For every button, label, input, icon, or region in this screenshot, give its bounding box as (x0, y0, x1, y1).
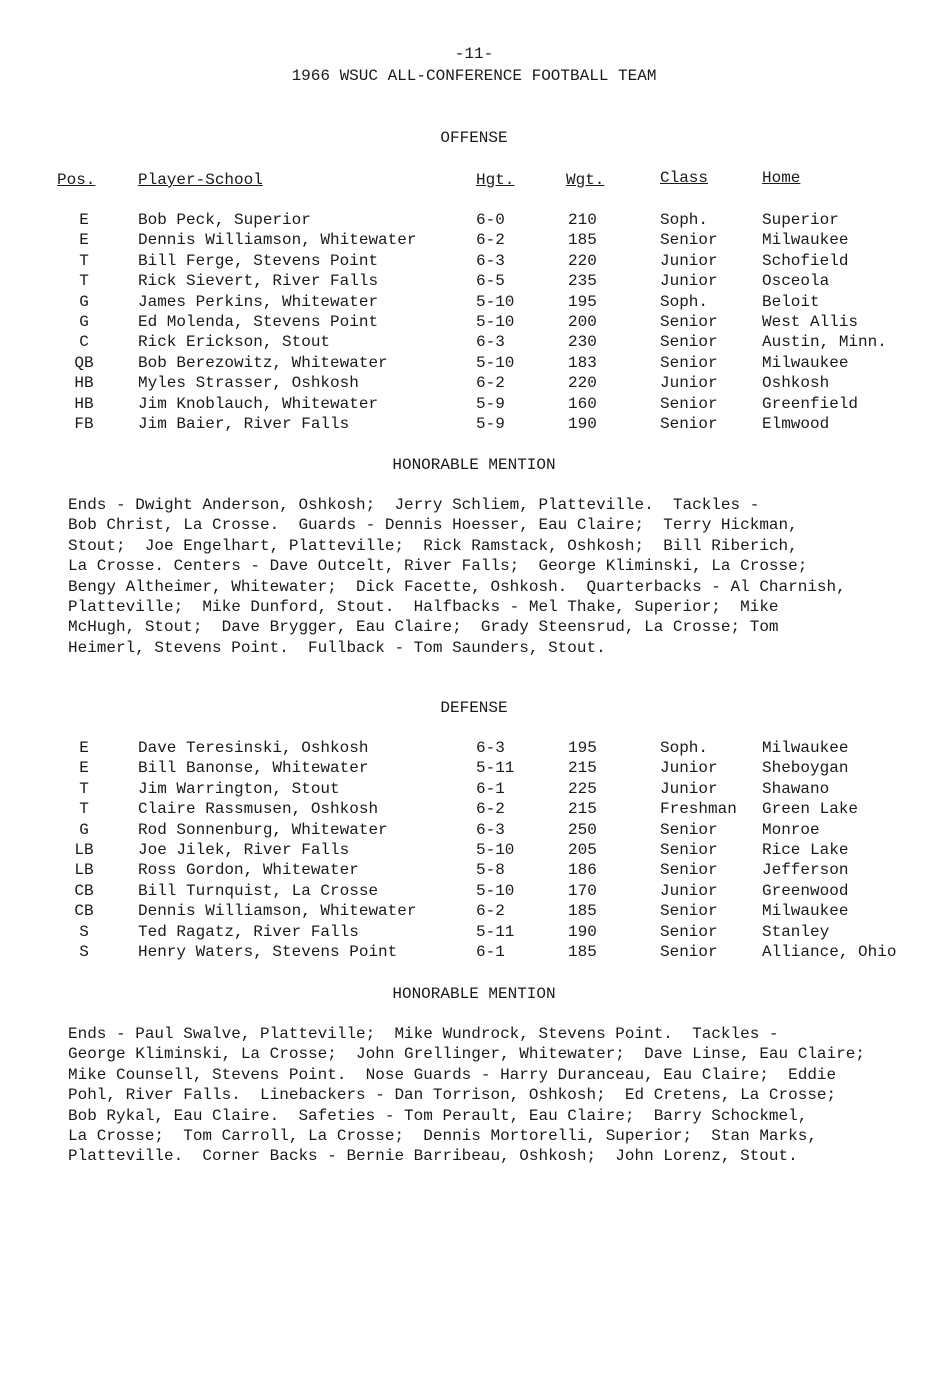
position-cell: T (79, 251, 89, 270)
position-cell: LB (74, 861, 94, 880)
weight-cell: 200 (568, 312, 597, 331)
weight-cell: 230 (568, 333, 597, 352)
class-cell: Soph. (660, 211, 709, 229)
height-cell: 5-10 (476, 881, 515, 900)
player-school-cell: Rick Erickson, Stout (138, 333, 331, 352)
weight-cell: 190 (568, 922, 597, 941)
player-school-cell: Joe Jilek, River Falls (138, 840, 350, 859)
class-cell: Senior (660, 353, 718, 372)
roster-row (0, 292, 948, 312)
player-school-cell: Rod Sonnenburg, Whitewater (138, 820, 388, 839)
col-header-pos: Pos. (57, 171, 96, 189)
weight-cell: 225 (568, 779, 597, 798)
roster-row (0, 758, 948, 778)
offense-honorable-heading: HONORABLE MENTION (392, 456, 556, 474)
position-cell: T (79, 800, 89, 819)
roster-row (0, 738, 948, 758)
height-cell: 6-1 (476, 942, 505, 961)
position-cell: S (79, 942, 89, 961)
class-cell: Senior (660, 840, 718, 859)
col-header-home: Home (762, 169, 801, 187)
roster-row (0, 373, 948, 393)
player-school-cell: Jim Knoblauch, Whitewater (138, 394, 379, 413)
roster-row (0, 394, 948, 414)
height-cell: 6-1 (476, 779, 505, 798)
weight-cell: 186 (568, 861, 597, 880)
roster-row (0, 799, 948, 819)
position-cell: E (79, 759, 89, 778)
height-cell: 6-3 (476, 251, 505, 270)
weight-cell: 205 (568, 840, 597, 859)
col-header-class: Class (660, 169, 709, 187)
position-cell: LB (74, 840, 94, 859)
hometown-cell: Jefferson (762, 861, 849, 880)
height-cell: 6-0 (476, 211, 505, 229)
weight-cell: 160 (568, 394, 597, 413)
height-cell: 5-10 (476, 353, 515, 372)
player-school-cell: Claire Rassmusen, Oshkosh (138, 800, 379, 819)
hometown-cell: Greenwood (762, 881, 849, 900)
position-cell: E (79, 739, 89, 757)
class-cell: Junior (660, 251, 718, 270)
hometown-cell: Elmwood (762, 414, 830, 433)
hometown-cell: Rice Lake (762, 840, 849, 859)
height-cell: 5-10 (476, 312, 515, 331)
honorable-mention-line: Stout; Joe Engelhart, Platteville; Rick Ramstack, Oshkosh; Bill Riberich, (68, 536, 798, 555)
roster-row (0, 860, 948, 880)
roster-row (0, 840, 948, 860)
page-number: -11- (454, 45, 494, 63)
player-school-cell: Bill Turnquist, La Crosse (138, 881, 379, 900)
roster-row (0, 230, 948, 250)
weight-cell: 220 (568, 374, 597, 393)
hometown-cell: Alliance, Ohio (762, 942, 897, 961)
roster-row (0, 251, 948, 271)
roster-row (0, 820, 948, 840)
player-school-cell: Bob Peck, Superior (138, 211, 311, 229)
honorable-mention-line: McHugh, Stout; Dave Brygger, Eau Claire; Grady Steensrud, La Crosse; Tom (68, 618, 779, 637)
player-school-cell: Ted Ragatz, River Falls (138, 922, 359, 941)
position-cell: CB (74, 902, 94, 921)
position-cell: T (79, 272, 89, 291)
position-cell: FB (74, 414, 94, 433)
position-cell: CB (74, 881, 94, 900)
defense-honorable-heading: HONORABLE MENTION (392, 985, 556, 1003)
position-cell: G (79, 292, 89, 311)
weight-cell: 215 (568, 759, 597, 778)
document-title: 1966 WSUC ALL-CONFERENCE FOOTBALL TEAM (291, 67, 657, 85)
offense-heading: OFFENSE (440, 129, 508, 147)
height-cell: 6-2 (476, 800, 505, 819)
class-cell: Senior (660, 231, 718, 250)
weight-cell: 185 (568, 942, 597, 961)
hometown-cell: Beloit (762, 292, 820, 311)
honorable-mention-line: La Crosse; Tom Carroll, La Crosse; Dennis Mortorelli, Superior; Stan Marks, (68, 1126, 817, 1145)
player-school-cell: Myles Strasser, Oshkosh (138, 374, 359, 393)
hometown-cell: Milwaukee (762, 739, 849, 757)
honorable-mention-line: Ends - Dwight Anderson, Oshkosh; Jerry Schliem, Platteville. Tackles - (68, 496, 760, 514)
height-cell: 6-5 (476, 272, 505, 291)
roster-row (0, 922, 948, 942)
class-cell: Senior (660, 333, 718, 352)
hometown-cell: Shawano (762, 779, 830, 798)
weight-cell: 215 (568, 800, 597, 819)
position-cell: C (79, 333, 89, 352)
class-cell: Senior (660, 922, 718, 941)
class-cell: Junior (660, 374, 718, 393)
hometown-cell: Schofield (762, 251, 849, 270)
height-cell: 6-2 (476, 374, 505, 393)
honorable-mention-line: Platteville; Mike Dunford, Stout. Halfbacks - Mel Thake, Superior; Mike (68, 597, 779, 616)
col-header-wgt: Wgt. (566, 171, 605, 189)
weight-cell: 183 (568, 353, 597, 372)
roster-row (0, 942, 948, 962)
roster-row (0, 271, 948, 291)
player-school-cell: Henry Waters, Stevens Point (138, 942, 398, 961)
height-cell: 5-10 (476, 292, 515, 311)
class-cell: Freshman (660, 800, 737, 819)
class-cell: Soph. (660, 292, 709, 311)
col-header-hgt: Hgt. (476, 171, 515, 189)
honorable-mention-line: Heimerl, Stevens Point. Fullback - Tom Saunders, Stout. (68, 638, 606, 657)
weight-cell: 185 (568, 231, 597, 250)
player-school-cell: Bill Banonse, Whitewater (138, 759, 369, 778)
hometown-cell: Sheboygan (762, 759, 849, 778)
position-cell: T (79, 779, 89, 798)
honorable-mention-line: George Kliminski, La Crosse; John Grellinger, Whitewater; Dave Linse, Eau Claire; (68, 1045, 865, 1064)
weight-cell: 220 (568, 251, 597, 270)
defense-heading: DEFENSE (440, 699, 508, 717)
class-cell: Senior (660, 414, 718, 433)
class-cell: Soph. (660, 739, 709, 757)
player-school-cell: Dennis Williamson, Whitewater (138, 231, 417, 250)
player-school-cell: James Perkins, Whitewater (138, 292, 379, 311)
hometown-cell: Milwaukee (762, 353, 849, 372)
class-cell: Senior (660, 861, 718, 880)
height-cell: 5-11 (476, 759, 515, 778)
defense-roster (0, 738, 948, 962)
player-school-cell: Rick Sievert, River Falls (138, 272, 379, 291)
roster-row (0, 901, 948, 921)
class-cell: Senior (660, 394, 718, 413)
weight-cell: 195 (568, 292, 597, 311)
player-school-cell: Bob Berezowitz, Whitewater (138, 353, 388, 372)
position-cell: QB (74, 353, 94, 372)
honorable-mention-line: La Crosse. Centers - Dave Outcelt, River Falls; George Kliminski, La Crosse; (68, 557, 808, 576)
height-cell: 6-3 (476, 739, 505, 757)
honorable-mention-line: Bob Christ, La Crosse. Guards - Dennis Hoesser, Eau Claire; Terry Hickman, (68, 516, 798, 535)
weight-cell: 250 (568, 820, 597, 839)
position-cell: E (79, 231, 89, 250)
height-cell: 6-3 (476, 820, 505, 839)
position-cell: E (79, 211, 89, 229)
height-cell: 6-2 (476, 231, 505, 250)
height-cell: 5-9 (476, 394, 505, 413)
weight-cell: 170 (568, 881, 597, 900)
hometown-cell: Superior (762, 211, 839, 229)
hometown-cell: Oshkosh (762, 374, 830, 393)
weight-cell: 195 (568, 739, 597, 757)
weight-cell: 210 (568, 211, 597, 229)
height-cell: 6-2 (476, 902, 505, 921)
position-cell: G (79, 312, 89, 331)
offense-honorable-mention (68, 495, 928, 658)
hometown-cell: West Allis (762, 312, 859, 331)
class-cell: Senior (660, 902, 718, 921)
roster-row (0, 414, 948, 434)
hometown-cell: Austin, Minn. (762, 333, 887, 352)
class-cell: Junior (660, 272, 718, 291)
hometown-cell: Green Lake (762, 800, 859, 819)
honorable-mention-line: Bob Rykal, Eau Claire. Safeties - Tom Perault, Eau Claire; Barry Schockmel, (68, 1106, 808, 1125)
hometown-cell: Milwaukee (762, 902, 849, 921)
player-school-cell: Jim Warrington, Stout (138, 779, 340, 798)
roster-row (0, 353, 948, 373)
roster-row (0, 881, 948, 901)
honorable-mention-line: Platteville. Corner Backs - Bernie Barribeau, Oshkosh; John Lorenz, Stout. (68, 1147, 798, 1166)
height-cell: 6-3 (476, 333, 505, 352)
class-cell: Senior (660, 942, 718, 961)
honorable-mention-line: Pohl, River Falls. Linebackers - Dan Torrison, Oshkosh; Ed Cretens, La Crosse; (68, 1086, 837, 1105)
player-school-cell: Jim Baier, River Falls (138, 414, 350, 433)
honorable-mention-line: Bengy Altheimer, Whitewater; Dick Facette, Oshkosh. Quarterbacks - Al Charnish, (68, 577, 846, 596)
roster-row (0, 332, 948, 352)
height-cell: 5-8 (476, 861, 505, 880)
position-cell: HB (74, 394, 94, 413)
class-cell: Junior (660, 779, 718, 798)
hometown-cell: Osceola (762, 272, 830, 291)
col-header-player: Player-School (138, 171, 263, 189)
offense-roster (0, 210, 948, 434)
player-school-cell: Bill Ferge, Stevens Point (138, 251, 379, 270)
weight-cell: 235 (568, 272, 597, 291)
class-cell: Senior (660, 820, 718, 839)
roster-row (0, 779, 948, 799)
hometown-cell: Stanley (762, 922, 830, 941)
hometown-cell: Monroe (762, 820, 820, 839)
hometown-cell: Greenfield (762, 394, 859, 413)
height-cell: 5-11 (476, 922, 515, 941)
roster-row (0, 312, 948, 332)
position-cell: S (79, 922, 89, 941)
player-school-cell: Ed Molenda, Stevens Point (138, 312, 379, 331)
position-cell: G (79, 820, 89, 839)
player-school-cell: Dennis Williamson, Whitewater (138, 902, 417, 921)
defense-honorable-mention (68, 1024, 928, 1167)
honorable-mention-line: Mike Counsell, Stevens Point. Nose Guards - Harry Duranceau, Eau Claire; Eddie (68, 1065, 837, 1084)
honorable-mention-line: Ends - Paul Swalve, Platteville; Mike Wundrock, Stevens Point. Tackles - (68, 1025, 779, 1043)
height-cell: 5-10 (476, 840, 515, 859)
position-cell: HB (74, 374, 94, 393)
roster-row (0, 210, 948, 230)
class-cell: Junior (660, 759, 718, 778)
weight-cell: 190 (568, 414, 597, 433)
class-cell: Senior (660, 312, 718, 331)
weight-cell: 185 (568, 902, 597, 921)
class-cell: Junior (660, 881, 718, 900)
hometown-cell: Milwaukee (762, 231, 849, 250)
player-school-cell: Dave Teresinski, Oshkosh (138, 739, 369, 757)
player-school-cell: Ross Gordon, Whitewater (138, 861, 359, 880)
height-cell: 5-9 (476, 414, 505, 433)
